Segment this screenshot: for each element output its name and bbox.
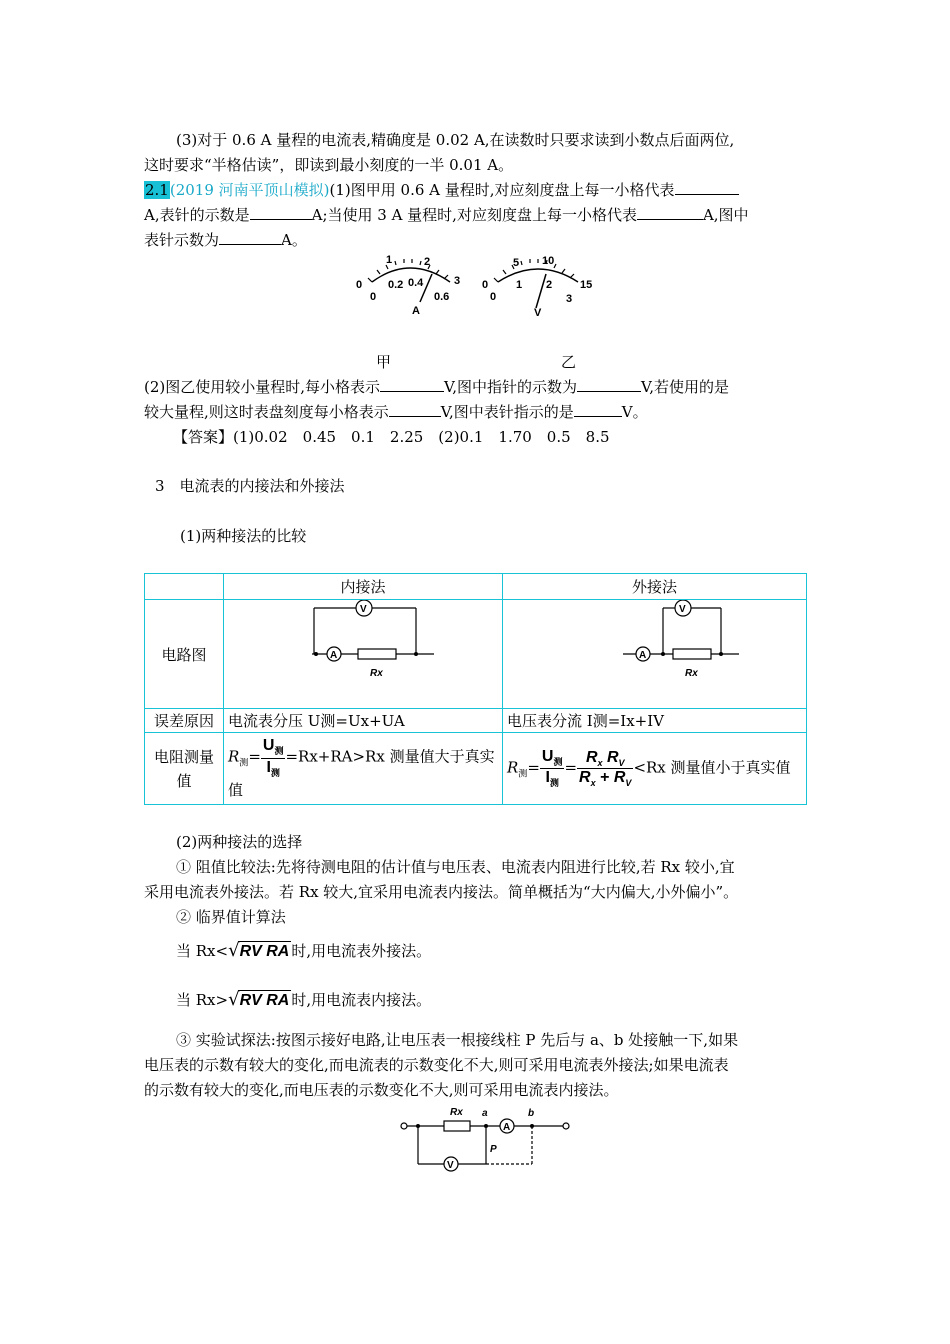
table-corner xyxy=(145,574,224,600)
voltmeter-left: 0 xyxy=(482,279,489,291)
row-error-label: 误差原因 xyxy=(145,709,224,733)
probe-p-label: P xyxy=(490,1144,497,1155)
ammeter-top-1: 1 xyxy=(386,254,393,266)
header-inner: 内接法 xyxy=(224,574,503,600)
sqrt-sign: √ xyxy=(228,940,240,961)
inner-rx-label: Rx xyxy=(370,668,383,679)
q-text: V,若使用的是 xyxy=(641,378,729,396)
row-measure-label xyxy=(145,733,224,805)
critical-cond-2 xyxy=(176,990,431,1011)
outer-ammeter-label: A xyxy=(639,650,647,661)
answer-blank xyxy=(637,205,703,220)
voltmeter-right: 15 xyxy=(580,279,593,291)
inner-voltmeter-label: V xyxy=(360,604,367,615)
voltmeter-unit: V xyxy=(534,307,542,319)
subsection-1-title: (1)两种接法的比较 xyxy=(180,527,307,545)
question-line1 xyxy=(144,180,739,200)
ammeter-inner-2: 0.4 xyxy=(408,277,424,289)
question-line4 xyxy=(144,377,729,397)
measure-label-a: 电阻测量 xyxy=(153,747,214,766)
row-circuit-label: 电路图 xyxy=(145,600,224,709)
node-a-label: a xyxy=(482,1108,488,1119)
voltmeter-inner-0: 0 xyxy=(490,291,497,303)
ammeter-inner-1: 0.2 xyxy=(388,279,404,291)
fraction-u-over-i: $\frac{U_测}{I_测}$ xyxy=(541,747,563,789)
q-text: V,图中表针指示的是 xyxy=(440,403,574,421)
trial-ammeter-label: A xyxy=(503,1122,511,1133)
method1-line1: ① 阻值比较法:先将待测电阻的估计值与电压表、电流表内阻进行比较,若 Rx 较小,宜 xyxy=(176,858,735,876)
outer-voltmeter-label: V xyxy=(679,604,686,615)
voltmeter-inner-2: 2 xyxy=(546,279,553,291)
ammeter-dial xyxy=(356,254,460,317)
fraction-u-over-i: $\frac{U_测}{I_测}$ xyxy=(262,737,284,778)
ammeter-inner-3: 0.6 xyxy=(434,291,450,303)
meter-figures xyxy=(350,252,610,324)
comparison-table xyxy=(144,573,807,805)
measure-outer: $R_测=$ $\frac{U_测}{I_测}$ = $\frac{R_x R_V}{R_x + R_V}$ <Rx 测量值小于真实值 xyxy=(503,733,807,805)
question-line3 xyxy=(144,230,307,250)
method2-title: ② 临界值计算法 xyxy=(176,908,286,926)
answer-blank xyxy=(574,402,622,417)
method3-line2: 电压表的示数有较大的变化,而电流表的示数变化不大,则可采用电流表外接法;如果电流表 xyxy=(144,1056,729,1074)
cond-text: 当 Rx< xyxy=(176,942,229,960)
q-text: A;当使用 3 A 量程时,对应刻度盘上每一小格代表 xyxy=(311,206,637,224)
q-text: A,表针的示数是 xyxy=(144,206,250,224)
answer-line: 【答案】(1)0.02 0.45 0.1 2.25 (2)0.1 1.70 0.5 8.5 xyxy=(173,428,610,446)
measure-inner-text: =Rx+RA>Rx 测量值大于真实值 xyxy=(228,748,495,799)
answer-blank xyxy=(389,402,441,417)
q-text: V,图中指针的示数为 xyxy=(444,378,578,396)
voltmeter-inner-3: 3 xyxy=(566,293,573,305)
trial-circuit-diagram xyxy=(396,1100,576,1174)
q-text: A,图中 xyxy=(702,206,749,224)
circuit-outer xyxy=(503,600,807,709)
figure-label-jia: 甲 xyxy=(376,353,392,371)
cond-text: 时,用电流表外接法。 xyxy=(291,942,432,960)
trial-voltmeter-label: V xyxy=(447,1160,454,1171)
trial-rx-label: Rx xyxy=(450,1107,463,1118)
measure-inner: $R_测=$ $\frac{U_测}{I_测}$ =Rx+RA>Rx 测量值大于真实值 xyxy=(224,733,503,805)
voltmeter-top-5: 5 xyxy=(513,257,520,269)
q-text: (2)图乙使用较小量程时,每小格表示 xyxy=(144,378,381,396)
q-text: 表针示数为 xyxy=(144,231,220,249)
q-text: (1)图甲用 0.6 A 量程时,对应刻度盘上每一小格代表 xyxy=(329,181,675,199)
error-outer: 电压表分流 I测=Ix+IV xyxy=(503,709,807,733)
figure-label-yi: 乙 xyxy=(561,353,577,371)
node-b-label: b xyxy=(528,1108,535,1119)
error-inner: 电流表分压 U测=Ux+UA xyxy=(224,709,503,733)
fraction-parallel: $\frac{R_x R_V}{R_x + R_V}$ xyxy=(579,748,632,789)
answer-blank xyxy=(380,377,444,392)
subsection-2-title: (2)两种接法的选择 xyxy=(176,833,303,851)
critical-cond-1 xyxy=(176,941,431,962)
q-text: A。 xyxy=(281,231,307,249)
q-text: 较大量程,则这时表盘刻度每小格表示 xyxy=(144,403,389,421)
question-number[interactable]: 2.1 xyxy=(145,181,169,199)
outer-rx-label: Rx xyxy=(685,668,698,679)
header-outer: 外接法 xyxy=(503,574,807,600)
voltmeter-top-10: 10 xyxy=(542,255,555,267)
ammeter-inner-0: 0 xyxy=(370,291,377,303)
radicand: RV RA xyxy=(239,943,290,960)
para-3-line1: (3)对于 0.6 A 量程的电流表,精确度是 0.02 A,在读数时只要求读到小数点后面两位, xyxy=(176,131,735,149)
question-source[interactable]: (2019 河南平顶山模拟) xyxy=(169,181,330,199)
answer-blank xyxy=(675,180,739,195)
method1-line2: 采用电流表外接法。若 Rx 较大,宜采用电流表内接法。简单概括为“大内偏大,小外偏小”。 xyxy=(144,883,739,901)
ammeter-unit: A xyxy=(412,305,420,317)
voltmeter-dial xyxy=(482,255,592,319)
answer-blank xyxy=(219,230,281,245)
q-text: V。 xyxy=(621,403,648,421)
method3-line3: 的示数有较大的变化,而电压表的示数变化不大,则可采用电流表内接法。 xyxy=(144,1081,619,1099)
method3-line1: ③ 实验试探法:按图示接好电路,让电压表一根接线柱 P 先后与 a、b 处接触一下,如果 xyxy=(176,1031,739,1049)
measure-label-b: 值 xyxy=(176,771,192,790)
question-line5 xyxy=(144,402,648,422)
cond-text: 时,用电流表内接法。 xyxy=(291,991,432,1009)
ammeter-top-2: 2 xyxy=(424,256,431,268)
radicand: RV RA xyxy=(239,992,290,1009)
cond-text: 当 Rx> xyxy=(176,991,229,1009)
question-line2 xyxy=(144,205,749,225)
sqrt-sign: √ xyxy=(228,989,240,1010)
section-3-title: 3 电流表的内接法和外接法 xyxy=(155,477,345,495)
voltmeter-inner-1: 1 xyxy=(516,279,523,291)
inner-ammeter-label: A xyxy=(330,650,338,661)
answer-blank xyxy=(577,377,641,392)
ammeter-right: 3 xyxy=(454,275,461,287)
para-3-line2: 这时要求“半格估读”，即读到最小刻度的一半 0.01 A。 xyxy=(144,156,514,174)
measure-outer-text: <Rx 测量值小于真实值 xyxy=(633,758,791,777)
ammeter-left: 0 xyxy=(356,279,363,291)
answer-blank xyxy=(250,205,312,220)
circuit-inner xyxy=(224,600,503,709)
